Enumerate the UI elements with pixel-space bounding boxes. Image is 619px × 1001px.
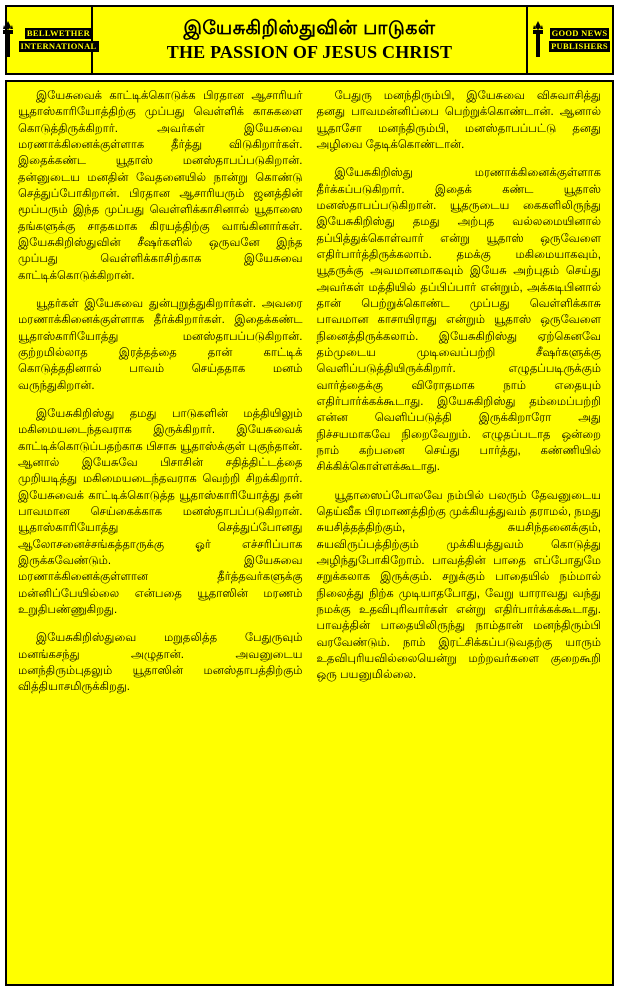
- torch-icon: [530, 21, 546, 59]
- page-title-english: THE PASSION OF JESUS CHRIST: [166, 41, 453, 62]
- title-block: [93, 7, 526, 73]
- paragraph: இயேசுவைக் காட்டிக்கொடுக்க பிரதான ஆசாரியர் யூதாஸ்காரியோத்திற்கு முப்பது வெள்ளிக் காசுகளை கொடுத்திருக்கிறார். அவர்கள் இயேசுவை மரணாக்கினைக்குள்ளாக தீர்த்து விடுகிறார்கள். இதைக்கண்ட யூதாஸ் மனஸ்தாபப்படுகிறான். தன்னுடைய மனதின் வேதனையில் நான்று கொண்டு செத்துப்போகிறான். பிரதான ஆசாரியரும் ஜனத்தின் மூப்பரும் இந்த முப்பது வெள்ளிக்காசினால் யூதாஸை தங்களுக்கு சாதகமாக கிரயத்திற்கு வாங்கினார்கள். இயேசுகிறிஸ்துவின் சீஷர்களில் ஒருவனே இந்த முப்பது வெள்ளிக்காசிற்காக இயேசுவை காட்டிக்கொடுக்கிறான்.: [18, 90, 303, 282]
- paragraph: இயேசுகிறிஸ்து மரணாக்கினைக்குள்ளாக தீர்க்கப்படுகிறார். இதைக் கண்ட யூதாஸ் மனஸ்தாபப்படுகிறான். யூதருடைய கைகளிலிருந்து இயேசுகிறிஸ்து தமது அற்புத வல்லமையினால் தப்பித்துக்கொள்வார் என்று யூதாஸ் ஒருவேளை எதிர்பார்த்திருக்கலாம். தமக்கு மகிமையாகவும், யூதருக்கு அவமானமாகவும் இயேசு அற்புதம் செய்து அவர்கள் மத்தியில் தப்பிப்பார் என்றும், அக்கடிபினால் தான் பெற்றுக்கொண்ட முப்பது வெள்ளிக்காசு பாவமான காசாயிராது என்றும் யூதாஸ் ஒருவேளை நினைத்திருக்கலாம். இயேசுகிறிஸ்து ஏற்கெனவே தம்முடைய முடிவைப்பற்றி சீஷர்களுக்கு வெளிப்படுத்தியிருக்கிறார். எழுதப்படிருக்கும் வார்த்தைக்கு விரோதமாக நாம் எதையும் எதிர்பார்க்கக்கூடாது. இயேசுகிறிஸ்து தம்மைப்பற்றி என்ன வெளிப்படுத்தி இருக்கிறாரோ அது நிச்சயமாகவே நிறைவேறும். எழுதப்படாத ஒன்றை நாம் கற்பனை செய்து பார்த்து, கண்ணியில் சிக்கிக்கொள்ளக்கூடாது.: [316, 167, 601, 474]
- paragraph: பேதுரு மனந்திரும்பி, இயேசுவை விசுவாசித்து தனது பாவமன்னிப்பை பெற்றுக்கொண்டான். ஆனால் யூதாசோ மனந்திரும்பி, மனஸ்தாபப்பட்டு தனது அழிவை தேடிக்கொண்டான்.: [316, 90, 601, 151]
- publisher-logo-right: [526, 7, 612, 73]
- paragraph: யூதாஸைப்போலவே நம்பில் பலரும் தேவனுடைய தெய்வீக பிரமாணத்திற்கு முக்கியத்துவம் தராமல், நமது சுயசித்தத்திற்கும், சுயசிந்தனைக்கும், சுயவிருப்பத்திற்கும் முக்கியத்துவம் கொடுத்து அழிந்துபோகிறோம். பாவத்தின் பாதை எப்போதுமே சறுக்கலாக இருக்கும். சறுக்கும் பாதையில் நம்மால் நிலைத்து நிற்க முடியாதபோது, வேறு யாராவது வந்து நமக்கு உதவிபுரிவார்கள் என்று எதிர்பார்க்கக்கூடாது. பாவத்தின் பாதையிலிருந்து நாம்தான் மனந்திரும்பி வரவேண்டும். நாம் இரட்சிக்கப்படுவதற்கு யாரும் உதவிபுரியவில்லையென்று மற்றவர்களை குறைகூறி ஒரு பயனுமில்லை.: [316, 489, 601, 682]
- paragraph: இயேசுகிறிஸ்து தமது பாடுகளின் மத்தியிலும் மகிமையடைந்தவராக இருக்கிறார். இயேசுவைக் காட்டிக்கொடுப்பதற்காக பிசாசு யூதாஸ்க்குள் புகுந்தான். ஆனால் இயேசுவே பிசாசின் சதித்திட்டத்தை முறியடித்து மகிமையடைந்தவராக வெற்றி சிறக்கிறார். இயேசுவைக் காட்டிக்கொடுத்த யூதாஸ்காரியோத்து தன் பாவமான செய்கைக்காக மனஸ்தாபப்படுகிறான். யூதாஸ்காரியோத்து செத்துப்போனது ஆலோசனைச்சங்கத்தாருக்கு ஓர் எச்சரிப்பாக இருக்கவேண்டும். இயேசுவை மரணாக்கினைக்குள்ளான தீர்த்தவர்களுக்கு மன்னிப்பேயில்லை என்பதை யூதாஸின் மரணம் உறுதிபண்ணுகிறது.: [18, 407, 303, 616]
- left-logo-line1: BELLWETHER: [26, 28, 91, 39]
- torch-icon: [0, 21, 16, 59]
- right-logo-line1: GOOD NEWS: [551, 28, 608, 39]
- content-panel: [5, 80, 614, 986]
- paragraph: யூதர்கள் இயேசுவை துன்புறுத்துகிறார்கள். அவரை மரணாக்கினைக்குள்ளாக தீர்க்கிறார்கள். இதைக்கண்ட யூதாஸ்காரியோத்து மனஸ்தாபப்படுகிறான். குற்றமில்லாத இரத்தத்தை தான் காட்டிக் கொடுத்ததினால் பாவம் செய்ததாக மனம் வருந்துகிறான்.: [18, 297, 303, 392]
- publisher-logo-left: [7, 7, 97, 73]
- left-logo-line2: INTERNATIONAL: [20, 41, 97, 51]
- header-banner: [5, 5, 614, 75]
- right-logo-line2: PUBLISHERS: [551, 41, 608, 51]
- left-column: [11, 88, 310, 978]
- paragraph: இயேசுகிறிஸ்துவை மறுதலித்த பேதுருவும் மனங்கசந்து அழுதான். அவனுடைய மனந்திரும்புதலும் யூதாஸின் மனஸ்தாபத்திற்கும் வித்தியாசமிருக்கிறது.: [18, 632, 303, 694]
- right-column: [310, 88, 609, 978]
- page-title-tamil: இயேசுகிறிஸ்துவின் பாடுகள்: [183, 17, 436, 39]
